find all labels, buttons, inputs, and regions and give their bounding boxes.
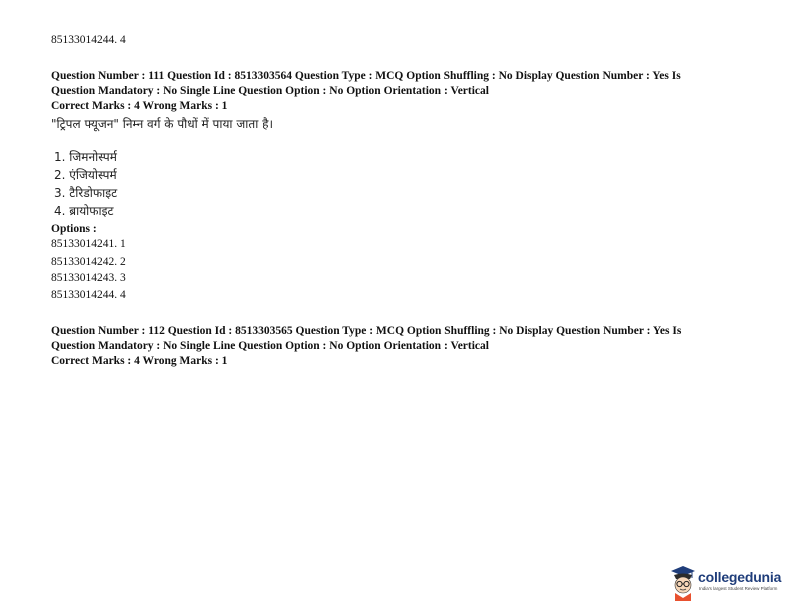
question-111-marks: Correct Marks : 4 Wrong Marks : 1 [51, 100, 228, 112]
graduate-mascot-icon [668, 563, 698, 601]
choice-item: 2. एंजियोस्पर्म [54, 168, 117, 182]
option-item: 85133014241. 1 [51, 238, 126, 250]
choice-item: 1. जिमनोस्पर्म [54, 150, 117, 164]
question-111-header-line-1: Question Number : 111 Question Id : 8513303564 Question Type : MCQ Option Shuffling : No Display Question Number : Yes Is [51, 70, 681, 82]
option-item: 85133014244. 4 [51, 289, 126, 301]
previous-question-last-option: 85133014244. 4 [51, 34, 126, 46]
question-111-header-line-2: Question Mandatory : No Single Line Question Option : No Option Orientation : Vertical [51, 85, 489, 97]
logo-wordmark: collegedunia [698, 569, 782, 585]
collegedunia-logo [668, 563, 786, 603]
question-112-header-line-1: Question Number : 112 Question Id : 8513303565 Question Type : MCQ Option Shuffling : No Display Question Number : Yes Is [51, 325, 682, 337]
question-111-text: "ट्रिपल फ्यूजन" निम्न वर्ग के पौधों में पाया जाता है। [51, 117, 274, 131]
logo-tagline: India's largest Student Review Platform [699, 586, 778, 591]
choice-item: 3. टैरिडोफाइट [54, 186, 118, 200]
options-label: Options : [51, 223, 97, 235]
question-112-header-line-2: Question Mandatory : No Single Line Question Option : No Option Orientation : Vertical [51, 340, 489, 352]
option-item: 85133014243. 3 [51, 272, 126, 284]
option-item: 85133014242. 2 [51, 256, 126, 268]
question-112-marks: Correct Marks : 4 Wrong Marks : 1 [51, 355, 228, 367]
choice-item: 4. ब्रायोफाइट [54, 204, 114, 218]
